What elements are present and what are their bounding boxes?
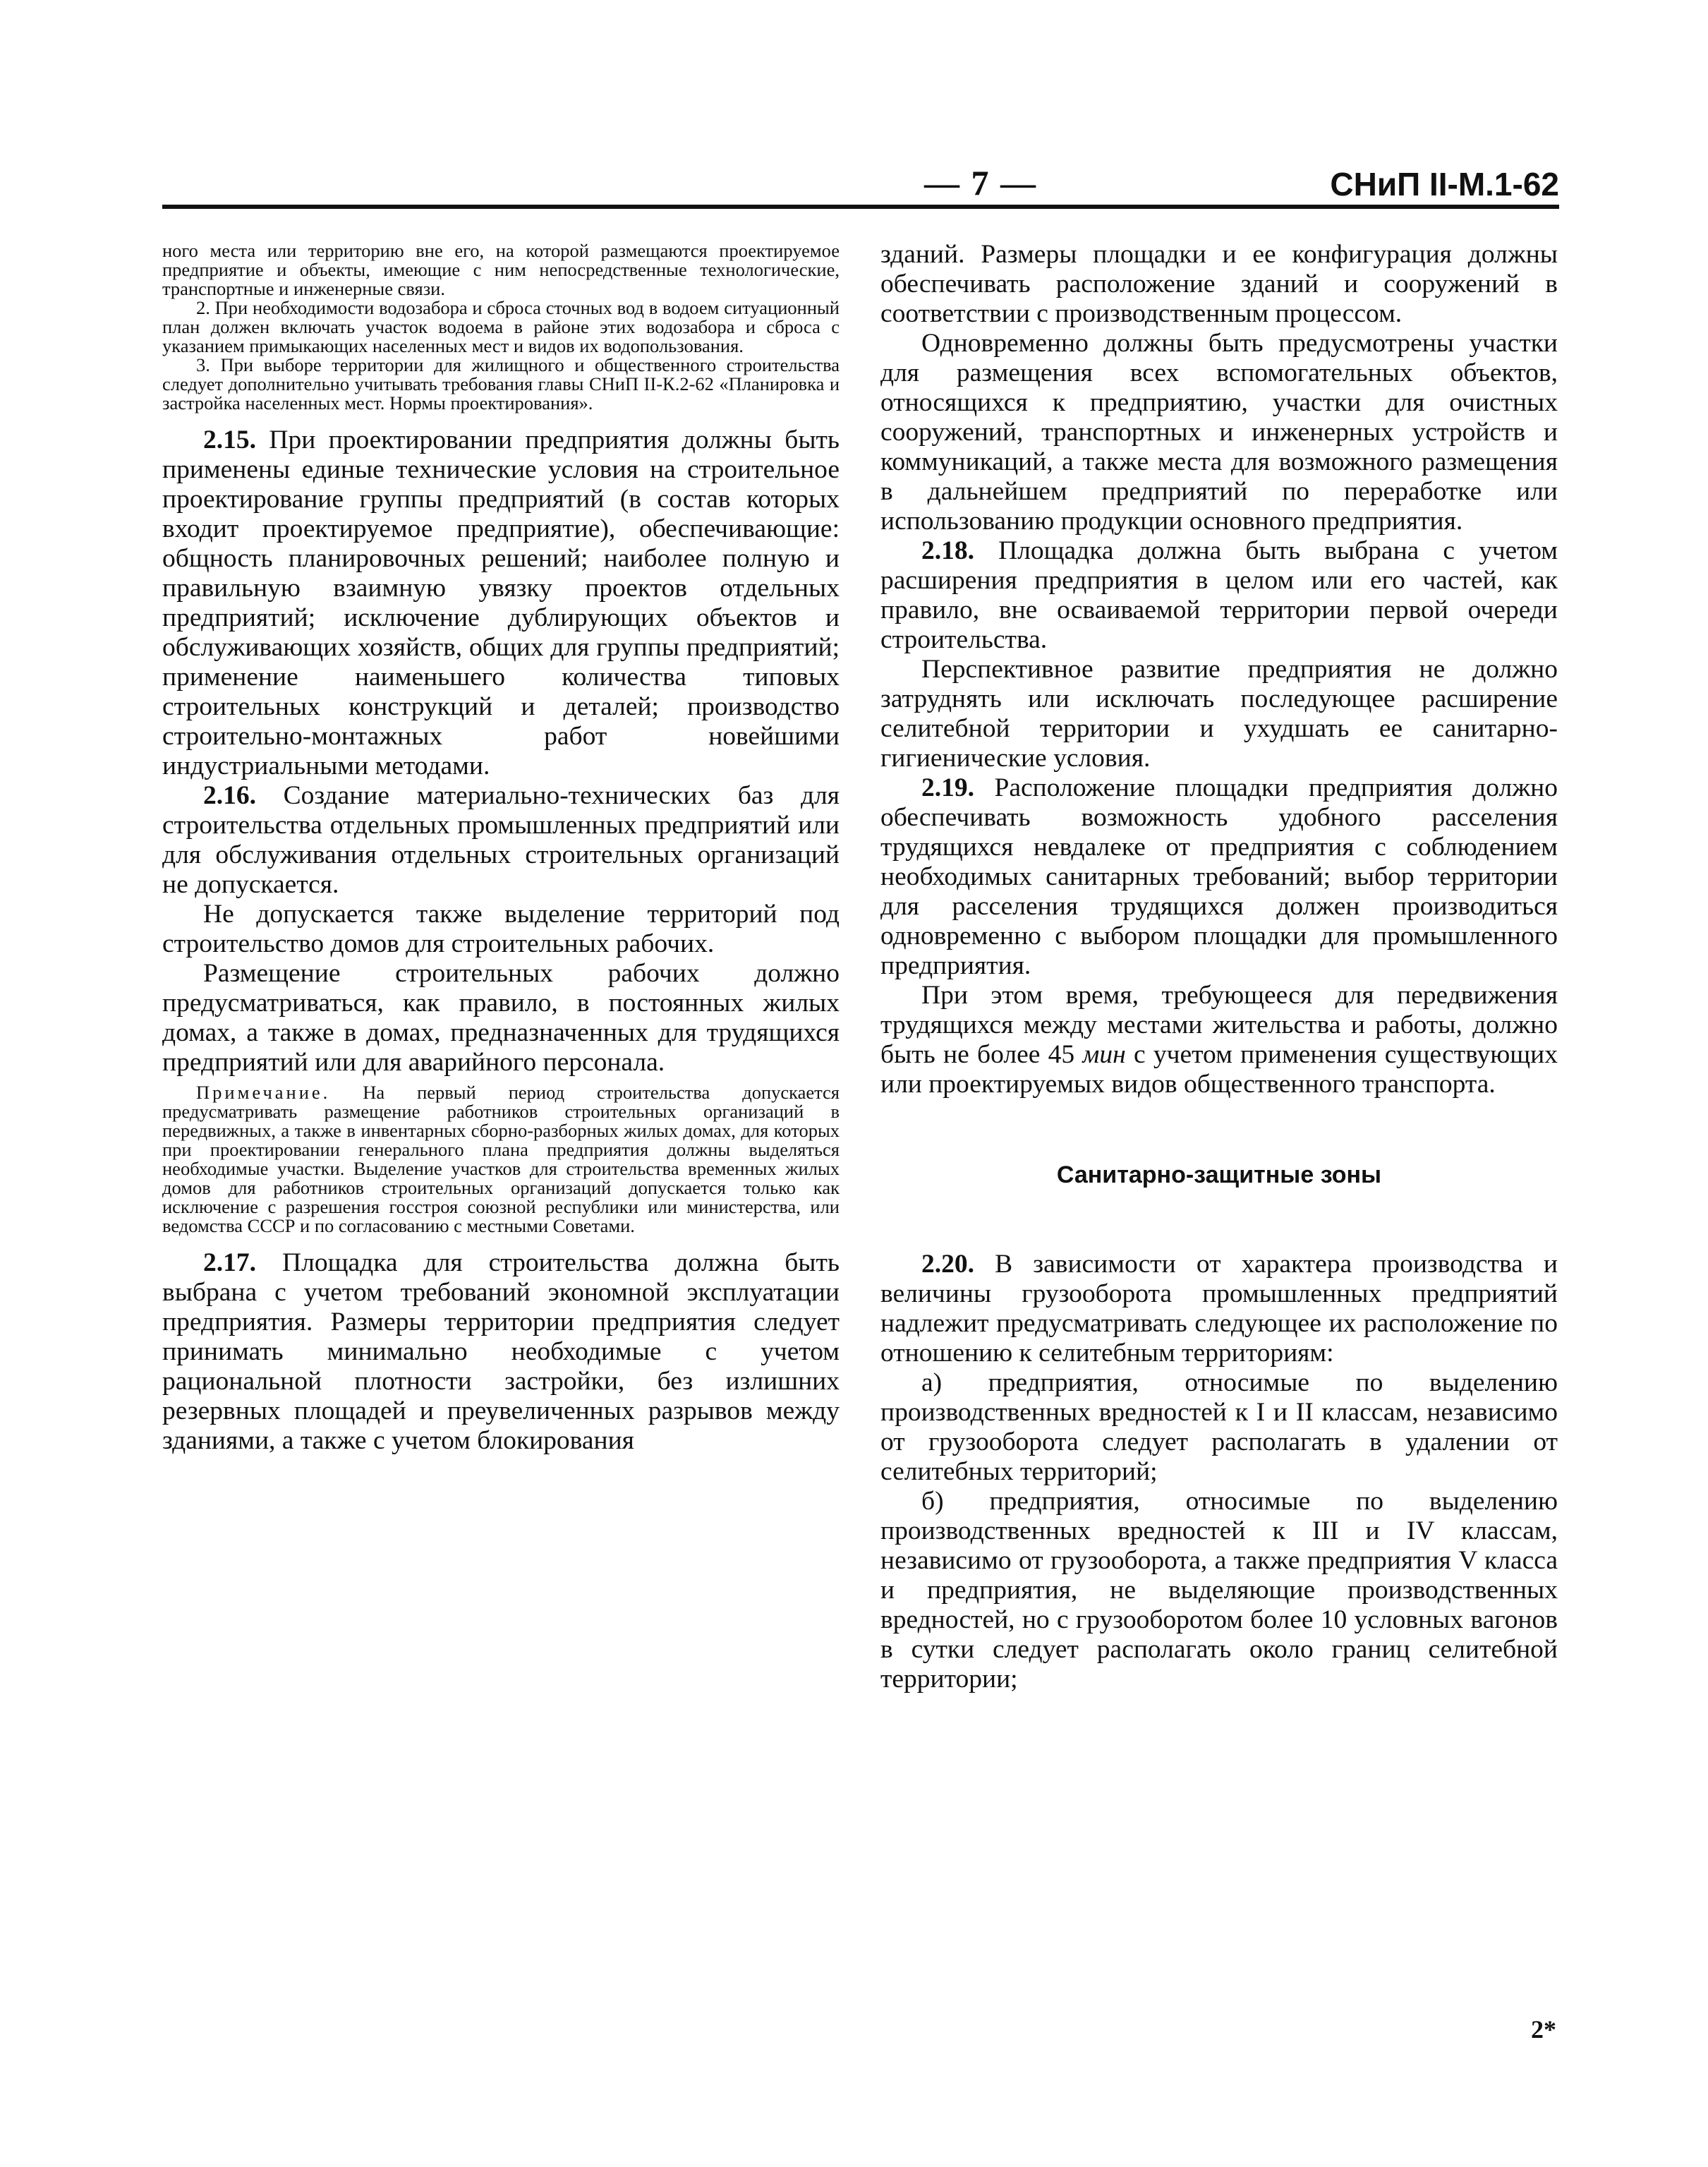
clause-number: 2.18. [921, 536, 974, 565]
page-number: — 7 — [924, 163, 1037, 203]
paragraph: 3. При выборе территории для жилищного и общественного строительства следует дополнительно учитывать требования главы СНиП II-К.2-62 «Планировка и застройка населенных мест. Нормы проектирования». [162, 354, 840, 414]
clause-2-15 [162, 425, 840, 781]
text-run: с учетом применения существующих или проектируемых видов общественного транспорта. [880, 1040, 1558, 1099]
clause-text: Создание материально-технических баз для строительства отдельных промышленных предприятий или для обслуживания отдельных строительных организаций не допускается. [162, 781, 840, 899]
section-heading: Санитарно-защитные зоны [1056, 1161, 1382, 1188]
note-text: На первый период строительства допускается предусматривать размещение работников строительных организаций в передвижных, а также в инвентарных сборно-разборных жилых домах, для которых при проектировании генерального плана предприятия должны выделяться необходимые участки. Выделение участков для строительства временных жилых домов для работников строительных организаций допускается только как исключение с разрешения госстроя союзной республики или министерства, или ведомства СССР и по согласованию с местными Советами. [162, 1082, 840, 1236]
paragraph [880, 981, 1558, 1099]
clause-number: 2.20. [921, 1250, 974, 1279]
note [162, 1083, 840, 1236]
time-unit: мин [1082, 1040, 1126, 1069]
paragraph: зданий. Размеры площадки и ее конфигурация должны обеспечивать расположение зданий и сооружений в соответствии с производственным процессом. [880, 240, 1558, 328]
clause-2-17 [162, 1248, 840, 1456]
clause-2-18 [880, 536, 1558, 655]
header-rule [162, 205, 1559, 209]
paragraph: ного места или территорию вне его, на которой размещаются проектируемое предприятие и объекты, имеющие с ним непосредственные технологические, транспортные и инженерные связи. [162, 240, 840, 299]
note-label: Примечание. [196, 1082, 331, 1103]
clause-number: 2.17. [203, 1248, 256, 1277]
clause-text: При проектировании предприятия должны быть применены единые технические условия на строительное проектирование группы предприятий (в состав которых входит проектируемое предприятие), обеспечивающие: общность планировочных решений; наиболее полную и правильную взаимную увязку проектов отдельных предприятий; исключение дублирующих объектов и обслуживающих хозяйств, общих для группы предприятий; применение наименьшего количества типовых строительных конструкций и деталей; производство строительно-монтажных работ новейшими индустриальными методами. [162, 425, 840, 780]
paragraph: Не допускается также выделение территорий под строительство домов для строительных рабочих. [162, 900, 840, 958]
paragraph: Перспективное развитие предприятия не должно затруднять или исключать последующее расширение селитебной территории и ухудшать ее санитарно-гигиенические условия. [880, 655, 1558, 773]
clause-2-16 [162, 781, 840, 900]
clause-2-19 [880, 773, 1558, 981]
text-run: При этом время, требующееся для передвижения трудящихся между местами жительства и работы, должно быть не более 45 [880, 981, 1558, 1069]
clause-text: В зависимости от характера производства и величины грузооборота промышленных предприятий надлежит предусматривать следующее их расположение по отношению к селитебным территориям: [880, 1250, 1558, 1368]
clause-number: 2.19. [921, 773, 974, 802]
paragraph: Одновременно должны быть предусмотрены участки для размещения всех вспомогательных объектов, относящихся к предприятию, участки для очистных сооружений, транспортных и инженерных устройств и коммуникаций, а также места для возможного размещения в дальнейшем предприятий по переработке или использованию продукции основного предприятия. [880, 329, 1558, 536]
clause-number: 2.15. [203, 425, 256, 454]
right-column [880, 240, 1558, 1694]
document-code: СНиП II-М.1-62 [1330, 166, 1559, 203]
clause-2-20 [880, 1250, 1558, 1368]
paragraph: 2. При необходимости водозабора и сброса сточных вод в водоем ситуационный план должен включать участок водоема в районе этих водозабора и сброса с указанием примыкающих населенных мест и видов их водопользования. [162, 297, 840, 356]
clause-text: Площадка должна быть выбрана с учетом расширения предприятия в целом или его частей, как правило, вне осваиваемой территории первой очереди строительства. [880, 536, 1558, 654]
list-item-b: б) предприятия, относимые по выделению производственных вредностей к III и IV классам, независимо от грузооборота, а также предприятия V класса и предприятия, не выделяющие производственных вредностей, но с грузооборотом более 10 условных вагонов в сутки следует располагать около границ селитебной территории; [880, 1487, 1558, 1694]
clause-text: Площадка для строительства должна быть выбрана с учетом требований экономной эксплуатации предприятия. Размеры территории предприятия следует принимать минимально необходимые с учетом рациональной плотности застройки, без излишних резервных площадей и преувеличенных разрывов между зданиями, а также с учетом блокирования [162, 1248, 840, 1455]
list-item-a: а) предприятия, относимые по выделению производственных вредностей к I и II классам, независимо от грузооборота следует располагать в удалении от селитебных территорий; [880, 1368, 1558, 1486]
left-column [162, 241, 840, 1456]
clause-number: 2.16. [203, 781, 256, 810]
clause-text: Расположение площадки предприятия должно обеспечивать возможность удобного расселения трудящихся невдалеке от предприятия с соблюдением необходимых санитарных требований; выбор территории для расселения трудящихся должен производиться одновременно с выбором площадки для промышленного предприятия. [880, 773, 1558, 980]
page-header [162, 157, 1559, 206]
signature-mark: 2* [1531, 2015, 1556, 2044]
paragraph: Размещение строительных рабочих должно предусматриваться, как правило, в постоянных жилых домах, а также в домах, предназначенных для трудящихся предприятий или для аварийного персонала. [162, 959, 840, 1077]
